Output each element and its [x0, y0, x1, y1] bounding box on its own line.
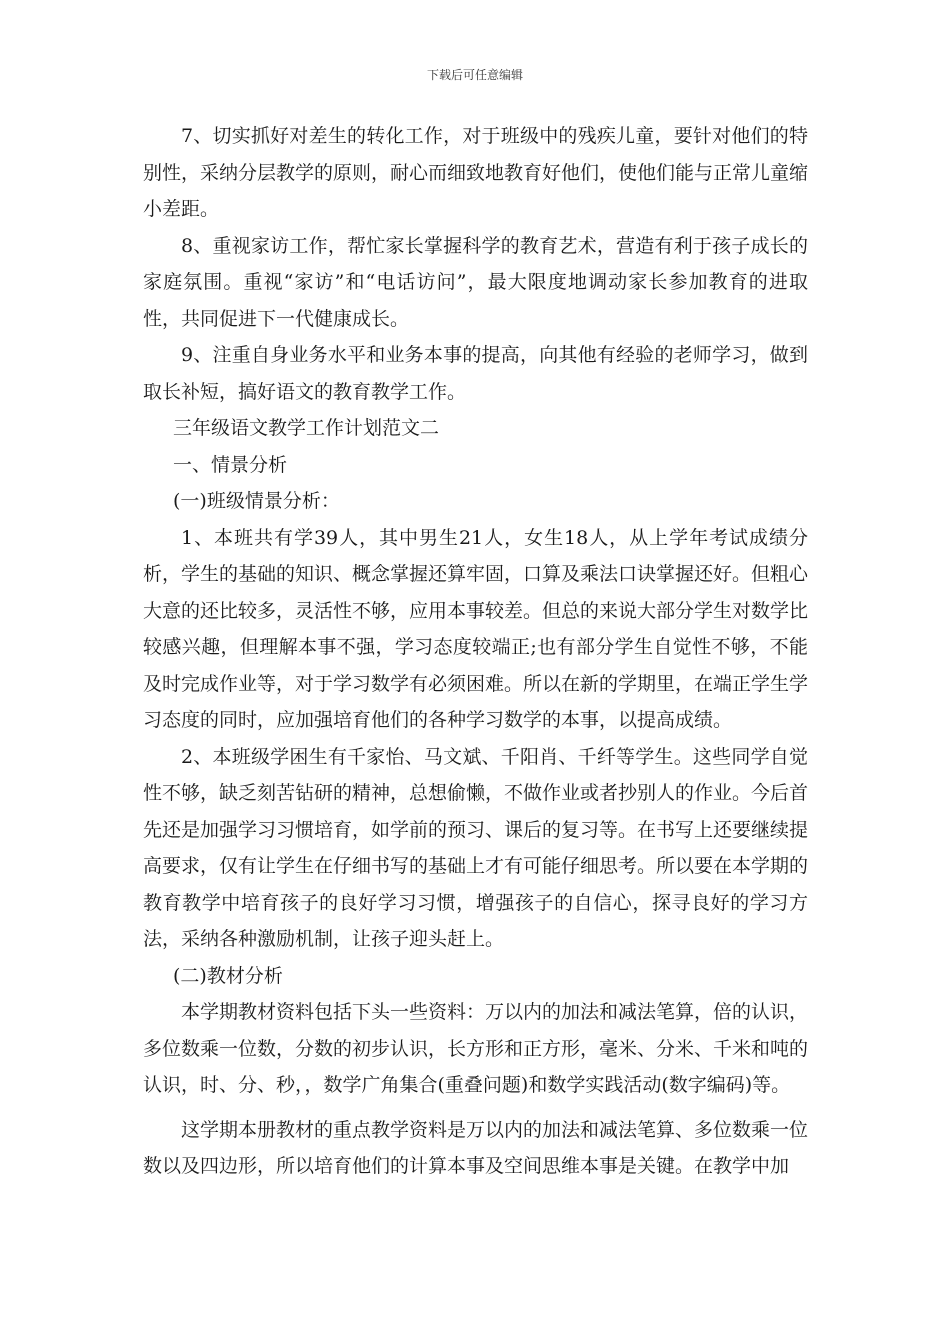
paragraph-textbook-focus: 这学期本册教材的重点教学资料是万以内的加法和减法笔算、多位数乘一位数以及四边形，所以培育他们的计算本事及空间思维本事是关键。在教学中加	[143, 1118, 809, 1177]
heading-situation-analysis: 一、情景分析	[173, 453, 288, 476]
paragraph-class-1: 1、本班共有学39人，其中男生21人，女生18人，从上学年考试成绩分析，学生的基础的知识、概念掌握还算牢固，口算及乘法口诀掌握还好。但粗心大意的还比较多，灵活性不够，应用本事较差。但总的来说大部分学生对数学比较感兴趣，但理解本事不强，学习态度较端正;也有部分学生自觉性不够，不能及时完成作业等，对于学习数学有必须困难。所以在新的学期里，在端正学生学习态度的同时，应加强培育他们的各种学习数学的本事，以提高成绩。	[143, 526, 809, 731]
section-title: 三年级语文教学工作计划范文二	[173, 417, 440, 439]
document-body	[143, 118, 808, 1185]
paragraph-8: 8、重视家访工作，帮忙家长掌握科学的教育艺术，营造有利于孩子成长的家庭氛围。重视“家访”和“电话访问”，最大限度地调动家长参加教育的进取性，共同促进下一代健康成长。	[143, 234, 808, 330]
paragraph-textbook-content: 本学期教材资料包括下头一些资料：万以内的加法和减法笔算，倍的认识，多位数乘一位数，分数的初步认识，长方形和正方形，毫米、分米、千米和吨的认识，时、分、秒，，数学广角集合(重叠问题)和数学实践活动(数字编码)等。	[143, 1001, 809, 1096]
heading-class-analysis: (一)班级情景分析：	[173, 490, 340, 512]
heading-textbook-analysis: (二)教材分析	[173, 964, 283, 987]
paragraph-9: 9、注重自身业务水平和业务本事的提高，向其他有经验的老师学习，做到取长补短，搞好语文的教育教学工作。	[143, 344, 808, 403]
page-header: 下载后可任意编辑	[426, 68, 523, 82]
paragraph-7: 7、切实抓好对差生的转化工作，对于班级中的残疾儿童，要针对他们的特别性，采纳分层教学的原则，耐心而细致地教育好他们，使他们能与正常儿童缩小差距。	[143, 125, 809, 220]
paragraph-class-2: 2、本班级学困生有千家怡、马文斌、千阳肖、千纤等学生。这些同学自觉性不够，缺乏刻苦钻研的精神，总想偷懒，不做作业或者抄别人的作业。今后首先还是加强学习习惯培育，如学前的预习、课后的复习等。在书写上还要继续提高要求，仅有让学生在仔细书写的基础上才有可能仔细思考。所以要在本学期的教育教学中培育孩子的良好学习习惯，增强孩子的自信心，探寻良好的学习方法，采纳各种激励机制，让孩子迎头赶上。	[143, 745, 809, 950]
